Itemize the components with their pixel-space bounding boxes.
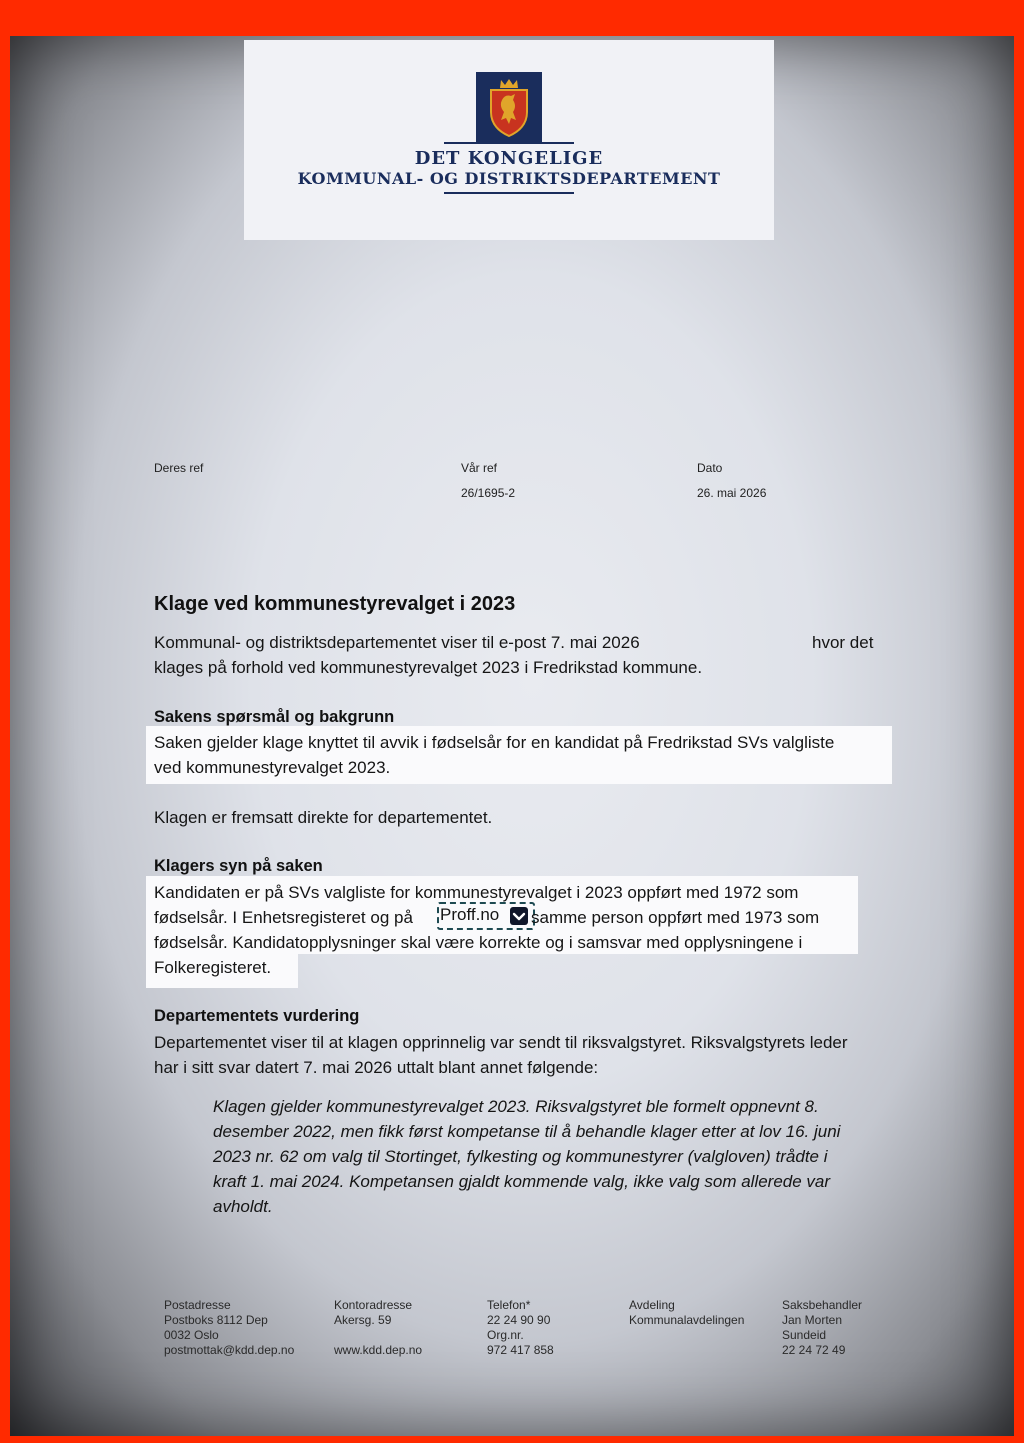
- dato-value: 26. mai 2026: [697, 486, 767, 500]
- quote-line-5: avholdt.: [213, 1197, 273, 1216]
- coat-of-arms-icon: [476, 72, 542, 144]
- footer-avdeling-label: Avdeling: [629, 1298, 675, 1312]
- section-heading-complainant: Klagers syn på saken: [154, 857, 323, 875]
- deres-ref-label: Deres ref: [154, 461, 204, 475]
- footer-saksbehandler-name: Jan Morten: [782, 1313, 843, 1327]
- intro-line-1: [154, 630, 640, 655]
- footer-kontoradresse-line: Akersg. 59: [334, 1313, 392, 1327]
- section2-line-2-end: samme person oppført med 1973 som: [531, 908, 820, 927]
- intro-line-2: klages på forhold ved kommunestyrevalget 2023 i Fredrikstad kommune.: [154, 658, 703, 677]
- var-ref-label: Vår ref: [461, 461, 498, 475]
- footer-avdeling-value: Kommunalavdelingen: [629, 1313, 745, 1327]
- dato-label: Dato: [697, 461, 723, 475]
- footer-postadresse-line: 0032 Oslo: [164, 1328, 219, 1342]
- footer-telefon: [487, 1298, 554, 1358]
- footer-saksbehandler-label: Saksbehandler: [782, 1298, 863, 1312]
- footer-postadresse-line: Postboks 8112 Dep: [164, 1313, 268, 1327]
- letterhead-rule-top: [444, 142, 574, 144]
- section2-line-1: Kandidaten er på SVs valgliste for kommunestyrevalget i 2023 oppført med 1972 som: [154, 883, 799, 902]
- footer-telefon-label: Telefon*: [487, 1298, 531, 1312]
- quote-line-4: kraft 1. mai 2024. Kompetansen gjaldt kommende valg, ikke valg som allerede var: [213, 1172, 831, 1191]
- footer-postadresse: [164, 1298, 294, 1358]
- footer-email[interactable]: postmottak@kdd.dep.no: [164, 1343, 295, 1357]
- footer-saksbehandler: [782, 1298, 862, 1358]
- footer-kontoradresse-label: Kontoradresse: [334, 1298, 413, 1312]
- footer-orgnr-value: 972 417 858: [487, 1343, 554, 1357]
- footer-saksbehandler-name: Sundeid: [782, 1328, 827, 1342]
- chevron-down-icon[interactable]: [510, 907, 528, 925]
- footer-saksbehandler-phone: 22 24 72 49: [782, 1343, 846, 1357]
- intro-line-1-start: Kommunal- og distriktsdepartementet viser til e-post 7. mai 2026: [154, 633, 640, 652]
- section-heading-assessment: Departementets vurdering: [154, 1007, 360, 1025]
- section-heading-background: Sakens spørsmål og bakgrunn: [154, 708, 395, 726]
- letterhead-rule-bottom: [444, 192, 574, 194]
- letterhead: [244, 40, 774, 240]
- department-name-line2: KOMMUNAL- OG DISTRIKTSDEPARTEMENT: [297, 169, 721, 188]
- section3-line-1: Departementet viser til at klagen opprinnelig var sendt til riksvalgstyret. Riksvalgstyrets leder: [154, 1033, 848, 1052]
- section1-line-1: Saken gjelder klage knyttet til avvik i fødselsår for en kandidat på Fredrikstad SVs valgliste: [154, 733, 835, 752]
- proff-link[interactable]: Proff.no: [440, 905, 500, 924]
- section1-line-2: ved kommunestyrevalget 2023.: [154, 758, 391, 777]
- footer-kontoradresse: [334, 1298, 422, 1358]
- section2-line-3: fødselsår. Kandidatopplysninger skal være korrekte og i samsvar med opplysningene i: [154, 933, 803, 952]
- footer-kontoradresse-spacer: [334, 1328, 422, 1343]
- footer-avdeling: [629, 1298, 744, 1328]
- section2-line-2-start: fødselsår. I Enhetsregisteret og på: [154, 908, 413, 927]
- intro-line-1-end: hvor det: [812, 633, 874, 652]
- footer-postadresse-label: Postadresse: [164, 1298, 231, 1312]
- section1-paragraph-2: Klagen er fremsatt direkte for departementet.: [154, 808, 493, 827]
- footer-orgnr-label: Org.nr.: [487, 1328, 524, 1342]
- footer-telefon-number: 22 24 90 90: [487, 1313, 551, 1327]
- department-name-line1: DET KONGELIGE: [414, 148, 604, 169]
- section2-line-4: Folkeregisteret.: [154, 958, 272, 977]
- quote-line-3: 2023 nr. 62 om valg til Stortinget, fylkesting og kommunestyrer (valgloven) trådte i: [213, 1147, 828, 1166]
- quote-line-2: desember 2022, men fikk først kompetanse til å behandle klager etter at lov 16. juni: [213, 1122, 841, 1141]
- quote-line-1: Klagen gjelder kommunestyrevalget 2023. Riksvalgstyret ble formelt oppnevnt 8.: [213, 1097, 819, 1116]
- footer-website[interactable]: www.kdd.dep.no: [334, 1343, 423, 1357]
- letter-page: [10, 36, 1014, 1436]
- letter-title: Klage ved kommunestyrevalget i 2023: [154, 593, 516, 615]
- var-ref-value: 26/1695-2: [461, 486, 516, 500]
- quoted-statement: [213, 1094, 913, 1219]
- section3-line-2: har i sitt svar datert 7. mai 2026 uttalt blant annet følgende:: [154, 1058, 599, 1077]
